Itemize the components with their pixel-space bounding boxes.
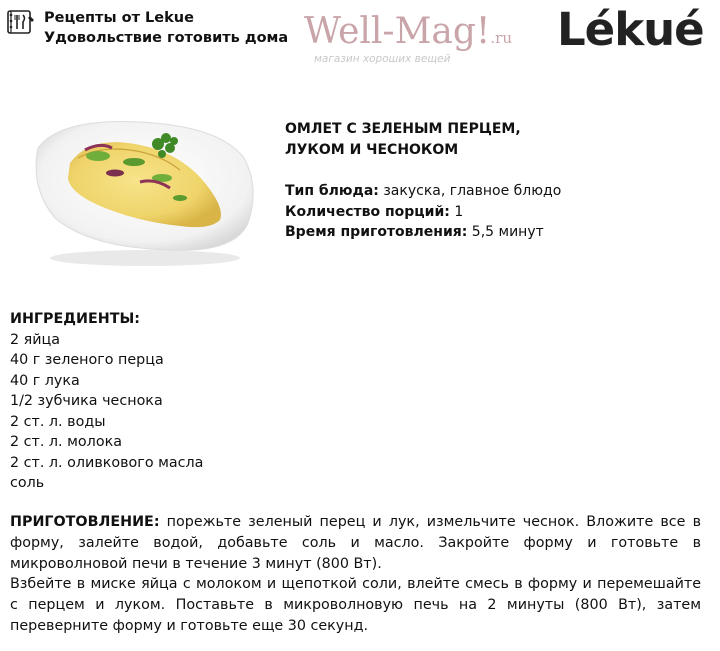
ingredient-item: 2 ст. л. молока <box>10 434 122 450</box>
ingredient-item: 2 ст. л. оливкового масла <box>10 454 204 471</box>
cook-time-label: Время приготовления: <box>285 224 468 240</box>
dish-type-row <box>285 181 561 202</box>
wellmag-logo-domain: .ru <box>490 29 513 47</box>
preparation-paragraph-2: Взбейте в миске яйца с молоком и щепоткой соли, влейте смесь в форму и перемешайте с перцем и луком. Поставьте в микроволновую печь на 2 минуты (800 Вт), затем переверните форму и готовьте еще 30 секунд. <box>10 576 701 634</box>
wellmag-logo <box>304 10 514 64</box>
recipe-header <box>285 119 561 243</box>
dish-type-label: Тип блюда: <box>285 183 379 199</box>
ingredients-title: ИНГРЕДИЕНТЫ: <box>10 311 140 327</box>
recipe-title-line1: ОМЛЕТ С ЗЕЛЕНЫМ ПЕРЦЕМ, <box>285 121 521 137</box>
ingredient-item: 2 ст. л. воды <box>10 413 106 430</box>
header-title: Рецепты от Lekue <box>44 10 194 26</box>
ingredient-item: 2 яйца <box>10 331 61 348</box>
preparation-section <box>10 512 701 637</box>
dish-type-value: закуска, главное блюдо <box>378 183 562 199</box>
servings-label: Количество порций: <box>285 203 450 220</box>
recipe-book-icon <box>6 8 36 36</box>
lekue-logo: Lékué <box>557 3 704 56</box>
header-subtitle: Удовольствие готовить дома <box>44 30 289 46</box>
omelette-dish-image <box>30 108 260 273</box>
recipe-title <box>285 119 545 160</box>
cook-time-row <box>285 222 561 243</box>
wellmag-logo-text: Well-Mag! <box>304 11 491 52</box>
preparation-label: ПРИГОТОВЛЕНИЕ: <box>10 514 160 530</box>
ingredient-item: 1/2 зубчика чеснока <box>10 393 163 409</box>
ingredients-section <box>10 309 203 494</box>
servings-value: 1 <box>449 203 464 220</box>
site-header <box>44 8 288 48</box>
cook-time-value: 5,5 минут <box>467 224 544 240</box>
recipe-meta <box>285 181 561 243</box>
ingredient-item: 40 г зеленого перца <box>10 352 164 368</box>
recipe-title-line2: ЛУКОМ И ЧЕСНОКОМ <box>285 141 459 158</box>
servings-row <box>285 202 561 223</box>
preparation-text-1: порежьте зеленый перец и лук, измельчите чеснок. Вложите все в форму, залейте водой, добавьте соль и масло. Закройте форму и готовьте в микроволновой печи в течение 3 минут (800 Вт). <box>10 514 701 572</box>
ingredient-item: соль <box>10 475 45 491</box>
ingredient-item: 40 г лука <box>10 372 80 389</box>
wellmag-tagline: магазин хороших вещей <box>314 53 451 65</box>
preparation-paragraph-1 <box>10 512 701 574</box>
